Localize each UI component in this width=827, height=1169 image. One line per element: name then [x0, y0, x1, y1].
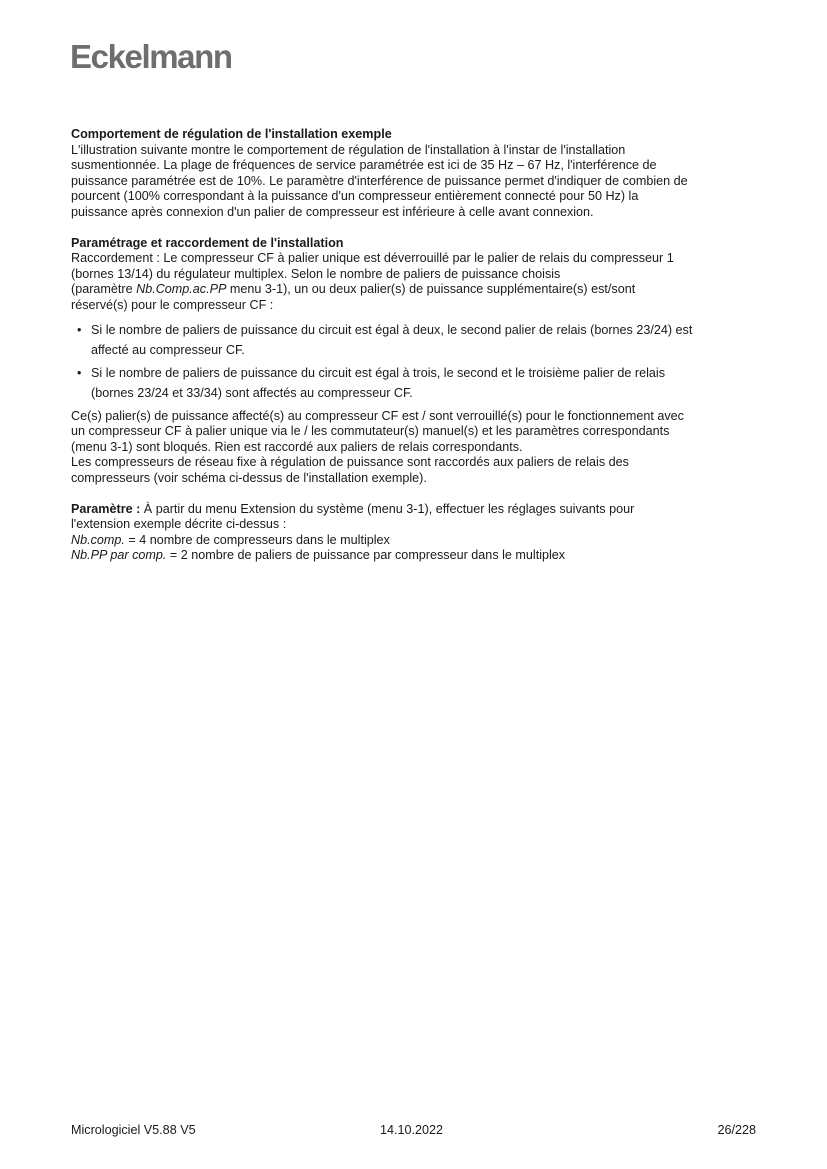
paragraph-line: (menu 3-1) sont bloqués. Rien est raccordé aux paliers de relais correspondants. — [71, 439, 523, 454]
paragraph-line: puissance après connexion d'un palier de compresseur est inférieure à celle avant connexion. — [71, 204, 594, 219]
bullet-icon: • — [77, 322, 82, 337]
paragraph-line: Ce(s) palier(s) de puissance affecté(s) au compresseur CF est / sont verrouillé(s) pour le fonctionnement avec — [71, 408, 684, 423]
text-span: menu 3-1), un ou deux palier(s) de puissance supplémentaire(s) est/sont — [226, 282, 636, 297]
paragraph-line — [71, 282, 761, 298]
list-item — [77, 320, 761, 360]
bullet-icon: • — [77, 365, 82, 380]
list-item-line: Si le nombre de paliers de puissance du circuit est égal à deux, le second palier de relais (bornes 23/24) est — [91, 322, 693, 337]
paragraph-line: un compresseur CF à palier unique via le / les commutateur(s) manuel(s) et les paramètres correspondants — [71, 424, 670, 439]
parameter-name: Nb.Comp.ac.PP — [136, 282, 227, 297]
paragraph-line: puissance paramétrée est de 10%. Le paramètre d'interférence de puissance permet d'indiquer de combien de — [71, 173, 688, 188]
parameter-value: = 2 nombre de paliers de puissance par compresseur dans le multiplex — [166, 548, 566, 563]
text-span: À partir du menu Extension du système (menu 3-1), effectuer les réglages suivants pour — [140, 501, 635, 516]
parameter-name: Nb.comp. — [71, 532, 125, 547]
section-control-behavior — [71, 127, 761, 221]
list-item — [77, 363, 761, 403]
parameter-value: = 4 nombre de compresseurs dans le multiplex — [124, 532, 390, 547]
footer-date: 14.10.2022 — [380, 1123, 444, 1137]
footer-page-number: 26/228 — [717, 1123, 756, 1137]
section-heading: Comportement de régulation de l'installation exemple — [71, 127, 392, 141]
parameter-label: Paramètre : — [71, 501, 141, 516]
document-body — [71, 127, 761, 579]
parameter-line — [71, 548, 761, 564]
parameter-line — [71, 533, 761, 549]
paragraph-line: pourcent (100% correspondant à la puissance d'un compresseur entièrement connecté pour 50 Hz) la — [71, 189, 639, 204]
paragraph-line: (bornes 13/14) du régulateur multiplex. Selon le nombre de paliers de puissance choisis — [71, 266, 561, 281]
paragraph-line: L'illustration suivante montre le comportement de régulation de l'installation à l'instar de l'installation — [71, 142, 626, 157]
text-span: (paramètre — [71, 282, 137, 297]
paragraph-line: compresseurs (voir schéma ci-dessus de l'installation exemple). — [71, 470, 427, 485]
list-item-line: Si le nombre de paliers de puissance du circuit est égal à trois, le second et le troisième palier de relais — [91, 365, 666, 380]
paragraph-line: Les compresseurs de réseau fixe à régulation de puissance sont raccordés aux paliers de relais des — [71, 455, 629, 470]
footer-firmware-version: Micrologiciel V5.88 V5 — [71, 1123, 196, 1137]
bullet-list — [71, 320, 761, 403]
list-item-line: affecté au compresseur CF. — [91, 342, 245, 357]
paragraph-line: susmentionnée. La plage de fréquences de service paramétrée est ici de 35 Hz – 67 Hz, l'interférence de — [71, 158, 657, 173]
eckelmann-logo: Eckelmann — [70, 38, 232, 75]
section-parametrage — [71, 236, 761, 487]
paragraph-line: Raccordement : Le compresseur CF à palier unique est déverrouillé par le palier de relais du compresseur 1 — [71, 251, 674, 266]
paragraph-line: réservé(s) pour le compresseur CF : — [71, 297, 274, 312]
list-item-line: (bornes 23/24 et 33/34) sont affectés au compresseur CF. — [91, 385, 413, 400]
paragraph-line: l'extension exemple décrite ci-dessus : — [71, 517, 287, 532]
parameter-name: Nb.PP par comp. — [71, 548, 167, 563]
page-footer — [71, 1123, 756, 1139]
paragraph-line — [71, 502, 761, 518]
section-parameters — [71, 502, 761, 564]
section-heading: Paramétrage et raccordement de l'installation — [71, 235, 344, 250]
